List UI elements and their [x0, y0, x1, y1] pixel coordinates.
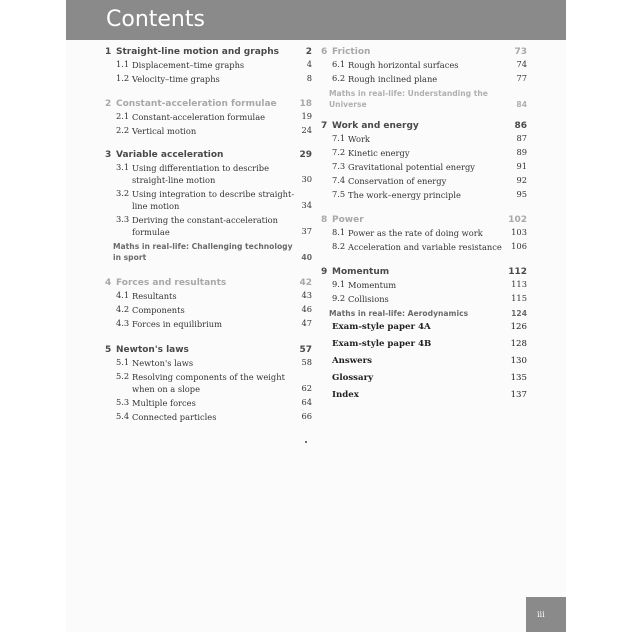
chapter-title: Straight-line motion and graphs	[116, 47, 279, 57]
maths-title	[113, 242, 293, 262]
section-title-line: when on a slope	[132, 384, 201, 394]
section-title-line: Resultants	[132, 291, 177, 301]
section-page: 37	[301, 226, 312, 236]
section-number: 1.2	[116, 73, 130, 83]
back-matter-title: Exam-style paper 4B	[332, 339, 432, 349]
section-title	[132, 304, 185, 316]
chapter-page: 57	[299, 345, 312, 355]
section-title-line: Multiple forces	[132, 398, 196, 408]
section-title-line: The work–energy principle	[348, 190, 461, 200]
section-page: 58	[301, 357, 312, 367]
back-matter-title: Answers	[332, 356, 372, 366]
section-title-line: Gravitational potential energy	[348, 162, 475, 172]
section-title-line: straight-line motion	[132, 175, 216, 185]
section-title	[348, 241, 502, 253]
chapter-number: 1	[105, 47, 112, 57]
section-title	[348, 59, 459, 71]
section-number: 9.2	[332, 293, 346, 303]
section-title	[348, 227, 483, 239]
maths-title-line: Universe	[329, 100, 367, 109]
chapter-title: Variable acceleration	[116, 150, 224, 160]
section-entry	[116, 59, 312, 71]
maths-page: 40	[301, 253, 312, 262]
chapter-title: Momentum	[332, 267, 390, 277]
chapter-page: 112	[508, 267, 527, 277]
centre-dot	[305, 441, 307, 443]
section-title-line: Velocity–time graphs	[132, 74, 220, 84]
maths-in-real-life-entry	[329, 88, 527, 110]
section-number: 7.3	[332, 161, 346, 171]
back-matter-entry	[332, 373, 527, 385]
section-title	[132, 411, 216, 423]
chapter-title: Constant-acceleration formulae	[116, 99, 277, 109]
section-page: 77	[516, 73, 527, 83]
section-title	[348, 161, 475, 173]
section-entry	[116, 125, 312, 137]
section-entry	[116, 214, 312, 238]
chapter-heading	[321, 121, 527, 133]
section-entry	[116, 411, 312, 423]
chapter-page: 2	[305, 47, 312, 57]
chapter-number: 8	[321, 215, 328, 225]
section-title	[132, 162, 269, 186]
section-title	[348, 293, 389, 305]
maths-title-line: Maths in real-life: Understanding the	[329, 89, 488, 98]
section-title	[132, 125, 196, 137]
chapter-heading	[321, 267, 527, 279]
section-page: 19	[301, 111, 312, 121]
section-title	[132, 397, 196, 409]
chapter-title: Power	[332, 215, 364, 225]
chapter-heading	[105, 99, 312, 111]
section-page: 8	[306, 73, 312, 83]
section-title-line: Power as the rate of doing work	[348, 228, 483, 238]
section-entry	[332, 59, 527, 71]
section-page: 66	[301, 411, 312, 421]
section-title-line: Using differentiation to describe	[132, 163, 270, 173]
chapter-page: 42	[299, 278, 312, 288]
chapter-heading	[105, 150, 312, 162]
chapter-heading	[321, 215, 527, 227]
chapter-page: 18	[299, 99, 312, 109]
section-title-line: Forces in equilibrium	[132, 319, 223, 329]
section-number: 2.1	[116, 111, 130, 121]
page-number-tab	[526, 597, 566, 632]
chapter-number: 6	[321, 47, 328, 57]
section-entry	[332, 175, 527, 187]
section-entry	[332, 293, 527, 305]
section-number: 3.1	[116, 162, 130, 172]
section-title	[132, 188, 294, 212]
section-entry	[332, 161, 527, 173]
chapter-number: 2	[105, 99, 112, 109]
section-entry	[332, 189, 527, 201]
section-title	[132, 59, 244, 71]
section-page: 46	[301, 304, 312, 314]
section-title-line: Constant-acceleration formulae	[132, 112, 266, 122]
section-title-line: Newton's laws	[132, 358, 194, 368]
section-entry	[332, 147, 527, 159]
section-page: 74	[516, 59, 527, 69]
section-title-line: Rough inclined plane	[348, 74, 438, 84]
back-matter-title: Index	[332, 390, 359, 400]
section-title-line: Kinetic energy	[348, 148, 410, 158]
section-number: 5.1	[116, 357, 130, 367]
chapter-number: 4	[105, 278, 112, 288]
section-number: 5.3	[116, 397, 130, 407]
section-title-line: Conservation of energy	[348, 176, 447, 186]
section-page: 92	[516, 175, 527, 185]
chapter-title: Work and energy	[332, 121, 419, 131]
chapter-page: 29	[299, 150, 312, 160]
section-page: 115	[511, 293, 527, 303]
section-number: 9.1	[332, 279, 346, 289]
back-matter-page: 135	[510, 373, 527, 383]
section-title-line: Acceleration and variable resistance	[348, 242, 502, 252]
back-matter-page: 130	[510, 356, 527, 366]
section-title-line: line motion	[132, 201, 180, 211]
section-number: 2.2	[116, 125, 130, 135]
back-matter-page: 126	[510, 322, 527, 332]
section-page: 4	[306, 59, 312, 69]
section-title	[132, 318, 222, 330]
section-entry	[116, 111, 312, 123]
section-page: 24	[301, 125, 312, 135]
section-title	[132, 357, 193, 369]
section-page: 103	[511, 227, 527, 237]
section-title-line: Rough horizontal surfaces	[348, 60, 459, 70]
chapter-number: 7	[321, 121, 328, 131]
back-matter-page: 137	[510, 390, 527, 400]
section-title	[348, 147, 410, 159]
section-number: 6.2	[332, 73, 346, 83]
back-matter-page: 128	[510, 339, 527, 349]
chapter-title: Friction	[332, 47, 371, 57]
section-number: 7.5	[332, 189, 346, 199]
maths-title	[329, 309, 468, 318]
section-title	[348, 133, 370, 145]
maths-in-real-life-entry	[113, 241, 312, 263]
section-title-line: Collisions	[348, 294, 389, 304]
header-banner	[66, 0, 566, 40]
maths-page: 84	[516, 100, 527, 109]
section-page: 87	[516, 133, 527, 143]
section-title	[348, 189, 461, 201]
section-entry	[116, 188, 312, 212]
chapter-heading	[105, 278, 312, 290]
section-page: 43	[301, 290, 312, 300]
chapter-heading	[321, 47, 527, 59]
maths-title-line: in sport	[113, 253, 147, 262]
section-title	[132, 290, 177, 302]
section-title	[348, 73, 437, 85]
chapter-title: Newton's laws	[116, 345, 189, 355]
section-number: 3.3	[116, 214, 130, 224]
back-matter-entry	[332, 390, 527, 402]
section-page: 95	[516, 189, 527, 199]
section-title	[132, 73, 220, 85]
page-title: Contents	[106, 7, 205, 32]
back-matter-title: Exam-style paper 4A	[332, 322, 431, 332]
chapter-number: 9	[321, 267, 328, 277]
chapter-page: 73	[514, 47, 527, 57]
section-number: 3.2	[116, 188, 130, 198]
chapter-page: 86	[514, 121, 527, 131]
section-title-line: Displacement–time graphs	[132, 60, 245, 70]
section-entry	[116, 318, 312, 330]
section-number: 5.2	[116, 371, 130, 381]
section-number: 1.1	[116, 59, 130, 69]
back-matter-entry	[332, 322, 527, 334]
back-matter-entry	[332, 356, 527, 368]
section-page: 62	[301, 383, 312, 393]
section-page: 91	[516, 161, 527, 171]
section-page: 106	[511, 241, 527, 251]
section-page: 89	[516, 147, 527, 157]
section-entry	[332, 279, 527, 291]
maths-title	[329, 89, 488, 109]
maths-page: 124	[511, 309, 527, 318]
section-entry	[116, 304, 312, 316]
section-entry	[116, 73, 312, 85]
section-entry	[332, 73, 527, 85]
chapter-number: 3	[105, 150, 112, 160]
section-title-line: Momentum	[348, 280, 397, 290]
section-entry	[116, 357, 312, 369]
section-title-line: Connected particles	[132, 412, 217, 422]
maths-in-real-life-entry	[329, 308, 527, 319]
section-title	[132, 214, 278, 238]
section-number: 8.2	[332, 241, 346, 251]
chapter-heading	[105, 47, 312, 59]
section-title-line: Resolving components of the weight	[132, 372, 285, 382]
page-number: iii	[537, 610, 545, 619]
section-title-line: Vertical motion	[132, 126, 197, 136]
section-title-line: Work	[348, 134, 370, 144]
section-page: 30	[301, 174, 312, 184]
section-entry	[332, 133, 527, 145]
section-title	[348, 175, 446, 187]
back-matter-title: Glossary	[332, 373, 374, 383]
section-number: 6.1	[332, 59, 346, 69]
section-page: 34	[301, 200, 312, 210]
chapter-heading	[105, 345, 312, 357]
section-entry	[116, 162, 312, 186]
section-page: 64	[301, 397, 312, 407]
chapter-page: 102	[508, 215, 527, 225]
section-title-line: Components	[132, 305, 185, 315]
section-entry	[332, 241, 527, 253]
maths-title-line: Maths in real-life: Challenging technology	[113, 242, 293, 251]
section-entry	[116, 371, 312, 395]
chapter-title: Forces and resultants	[116, 278, 227, 288]
section-number: 7.4	[332, 175, 346, 185]
section-number: 8.1	[332, 227, 346, 237]
section-number: 5.4	[116, 411, 130, 421]
section-entry	[332, 227, 527, 239]
section-entry	[116, 397, 312, 409]
section-number: 7.1	[332, 133, 346, 143]
section-page: 47	[301, 318, 312, 328]
section-title	[132, 111, 265, 123]
section-title	[348, 279, 396, 291]
back-matter-entry	[332, 339, 527, 351]
section-number: 4.2	[116, 304, 130, 314]
section-title-line: Deriving the constant-acceleration	[132, 215, 278, 225]
section-title	[132, 371, 285, 395]
section-number: 4.3	[116, 318, 130, 328]
section-number: 7.2	[332, 147, 346, 157]
section-title-line: formulae	[132, 227, 170, 237]
section-title-line: Using integration to describe straight-	[132, 189, 295, 199]
section-entry	[116, 290, 312, 302]
maths-title-line: Maths in real-life: Aerodynamics	[329, 309, 469, 318]
section-page: 113	[511, 279, 527, 289]
section-number: 4.1	[116, 290, 130, 300]
chapter-number: 5	[105, 345, 112, 355]
